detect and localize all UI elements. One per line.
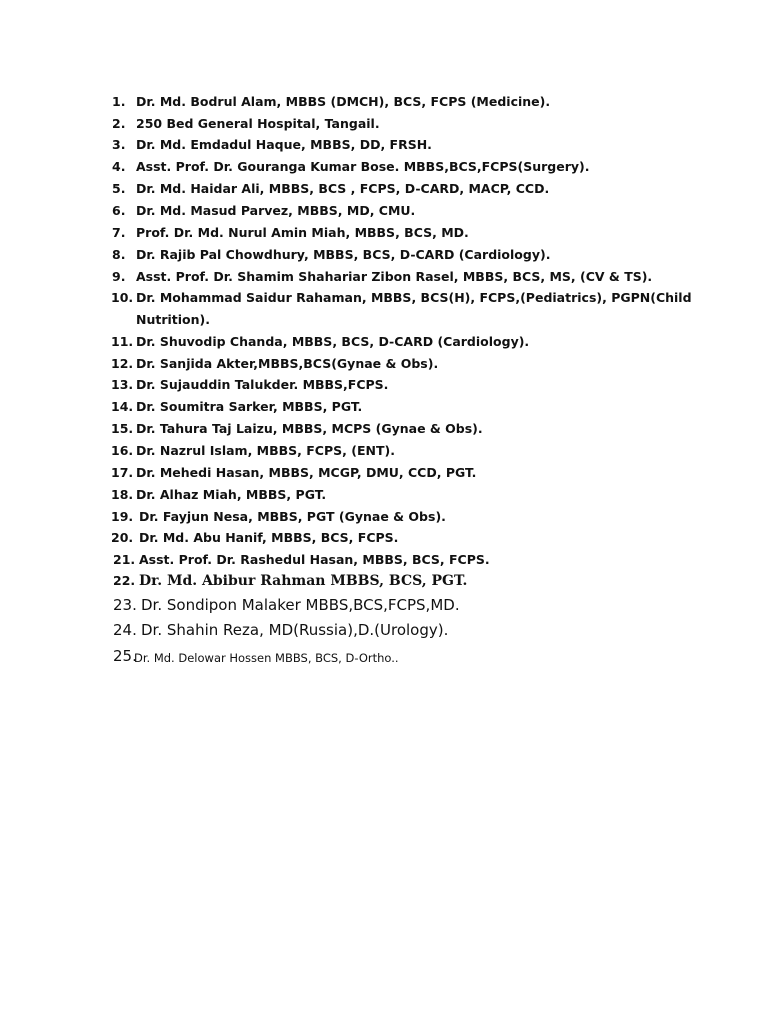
item-text-continuation: Nutrition). bbox=[136, 312, 210, 327]
item-number: 22. bbox=[113, 573, 136, 588]
item-number: 8. bbox=[112, 247, 126, 262]
item-text: Dr. Sanjida Akter,MBBS,BCS(Gynae & Obs). bbox=[136, 356, 439, 371]
item-number: 23. bbox=[113, 596, 137, 614]
item-number: 19. bbox=[111, 509, 134, 524]
item-text: Asst. Prof. Dr. Shamim Shahariar Zibon Rasel, MBBS, BCS, MS, (CV & TS). bbox=[136, 269, 653, 284]
item-number: 7. bbox=[112, 225, 126, 240]
item-text: Dr. Nazrul Islam, MBBS, FCPS, (ENT). bbox=[136, 443, 395, 458]
item-number: 24. bbox=[113, 621, 137, 639]
item-text: 250 Bed General Hospital, Tangail. bbox=[136, 116, 380, 131]
item-text: Dr. Md. Bodrul Alam, MBBS (DMCH), BCS, FCPS (Medicine). bbox=[136, 94, 551, 109]
item-text: Dr. Md. Abibur Rahman MBBS, BCS, PGT. bbox=[139, 573, 468, 589]
item-number: 1. bbox=[112, 94, 126, 109]
item-number: 25. bbox=[113, 647, 137, 665]
item-text: Dr. Md. Masud Parvez, MBBS, MD, CMU. bbox=[136, 203, 416, 218]
item-number: 21. bbox=[113, 552, 136, 567]
item-text: Dr. Rajib Pal Chowdhury, MBBS, BCS, D-CARD (Cardiology). bbox=[136, 247, 551, 262]
item-text: Dr. Shuvodip Chanda, MBBS, BCS, D-CARD (Cardiology). bbox=[136, 334, 530, 349]
item-text: Dr. Mohammad Saidur Rahaman, MBBS, BCS(H), FCPS,(Pediatrics), PGPN(Child bbox=[136, 290, 692, 305]
item-number: 11. bbox=[111, 334, 134, 349]
item-number: 18. bbox=[111, 487, 134, 502]
item-text: Prof. Dr. Md. Nurul Amin Miah, MBBS, BCS, MD. bbox=[136, 225, 469, 240]
item-text: Dr. Soumitra Sarker, MBBS, PGT. bbox=[136, 399, 363, 414]
item-text: Dr. Fayjun Nesa, MBBS, PGT (Gynae & Obs). bbox=[139, 509, 446, 524]
item-text: Dr. Sujauddin Talukder. MBBS,FCPS. bbox=[136, 377, 389, 392]
item-number: 2. bbox=[112, 116, 126, 131]
item-text: Dr. Mehedi Hasan, MBBS, MCGP, DMU, CCD, PGT. bbox=[136, 465, 477, 480]
item-number: 16. bbox=[111, 443, 134, 458]
item-number: 9. bbox=[112, 269, 126, 284]
item-text: Asst. Prof. Dr. Gouranga Kumar Bose. MBBS,BCS,FCPS(Surgery). bbox=[136, 159, 590, 174]
item-number: 3. bbox=[112, 137, 126, 152]
item-number: 5. bbox=[112, 181, 126, 196]
item-text: Dr. Md. Delowar Hossen MBBS, BCS, D-Ortho.. bbox=[134, 651, 399, 665]
item-number: 4. bbox=[112, 159, 126, 174]
item-number: 15. bbox=[111, 421, 134, 436]
item-number: 17. bbox=[111, 465, 134, 480]
item-text: Dr. Md. Abu Hanif, MBBS, BCS, FCPS. bbox=[139, 530, 399, 545]
item-number: 6. bbox=[112, 203, 126, 218]
item-number: 20. bbox=[111, 530, 134, 545]
item-text: Dr. Md. Emdadul Haque, MBBS, DD, FRSH. bbox=[136, 137, 432, 152]
item-text: Asst. Prof. Dr. Rashedul Hasan, MBBS, BCS, FCPS. bbox=[139, 552, 490, 567]
item-number: 14. bbox=[111, 399, 134, 414]
item-text: Dr. Md. Haidar Ali, MBBS, BCS , FCPS, D-CARD, MACP, CCD. bbox=[136, 181, 550, 196]
item-text: Dr. Tahura Taj Laizu, MBBS, MCPS (Gynae & Obs). bbox=[136, 421, 483, 436]
item-number: 13. bbox=[111, 377, 134, 392]
item-number: 12. bbox=[111, 356, 134, 371]
item-number: 10. bbox=[111, 290, 134, 305]
item-text: Dr. Shahin Reza, MD(Russia),D.(Urology). bbox=[141, 621, 449, 639]
item-text: Dr. Sondipon Malaker MBBS,BCS,FCPS,MD. bbox=[141, 596, 460, 614]
item-text: Dr. Alhaz Miah, MBBS, PGT. bbox=[136, 487, 327, 502]
